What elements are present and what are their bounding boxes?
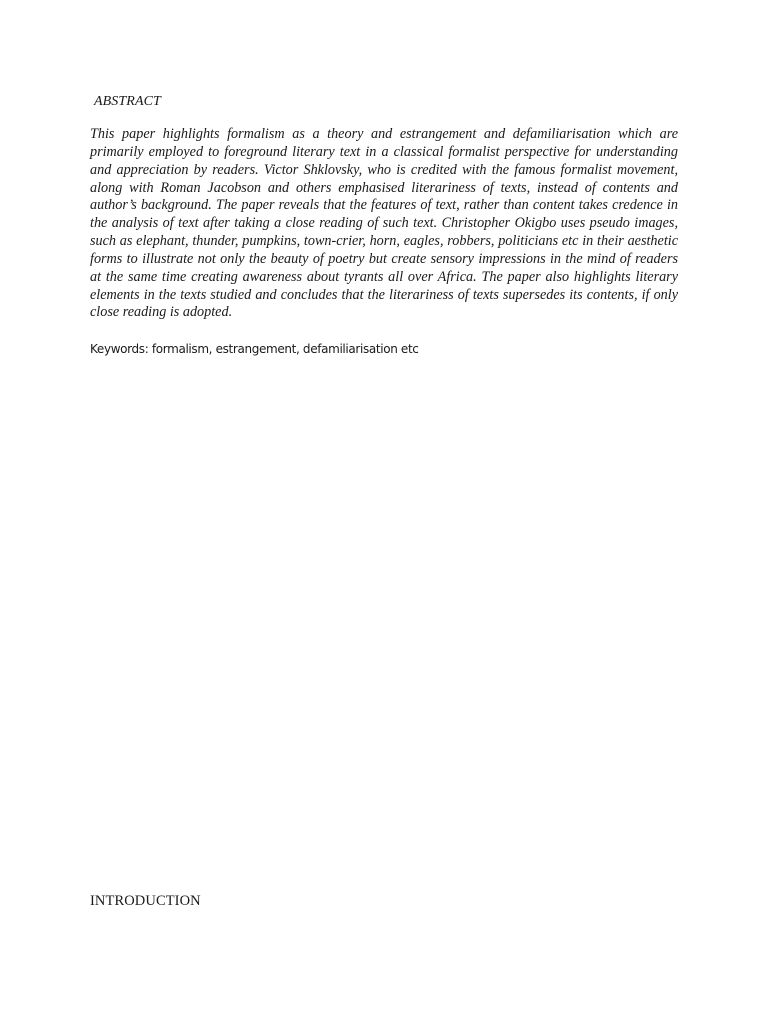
keywords-line: Keywords: formalism, estrangement, defamiliarisation etc: [90, 342, 419, 356]
abstract-heading: ABSTRACT: [94, 94, 161, 109]
introduction-heading: INTRODUCTION: [90, 893, 201, 909]
abstract-paragraph: This paper highlights formalism as a theory and estrangement and defamiliarisation which are primarily employed to foreground literary text in a classical formalist perspective for understanding and appreciation by readers. Victor Shklovsky, who is credited with the famous formalist movement, along with Roman Jacobson and others emphasised literariness of texts, instead of contents and author’s background. The paper reveals that the features of text, rather than content takes credence in the analysis of text after taking a close reading of such text. Christopher Okigbo uses pseudo images, such as elephant, thunder, pumpkins, town-crier, horn, eagles, robbers, politicians etc in their aesthetic forms to illustrate not only the beauty of poetry but create sensory impressions in the mind of readers at the same time creating awareness about tyrants all over Africa. The paper also highlights literary elements in the texts studied and concludes that the literariness of texts supersedes its contents, if only close reading is adopted.: [90, 126, 678, 321]
